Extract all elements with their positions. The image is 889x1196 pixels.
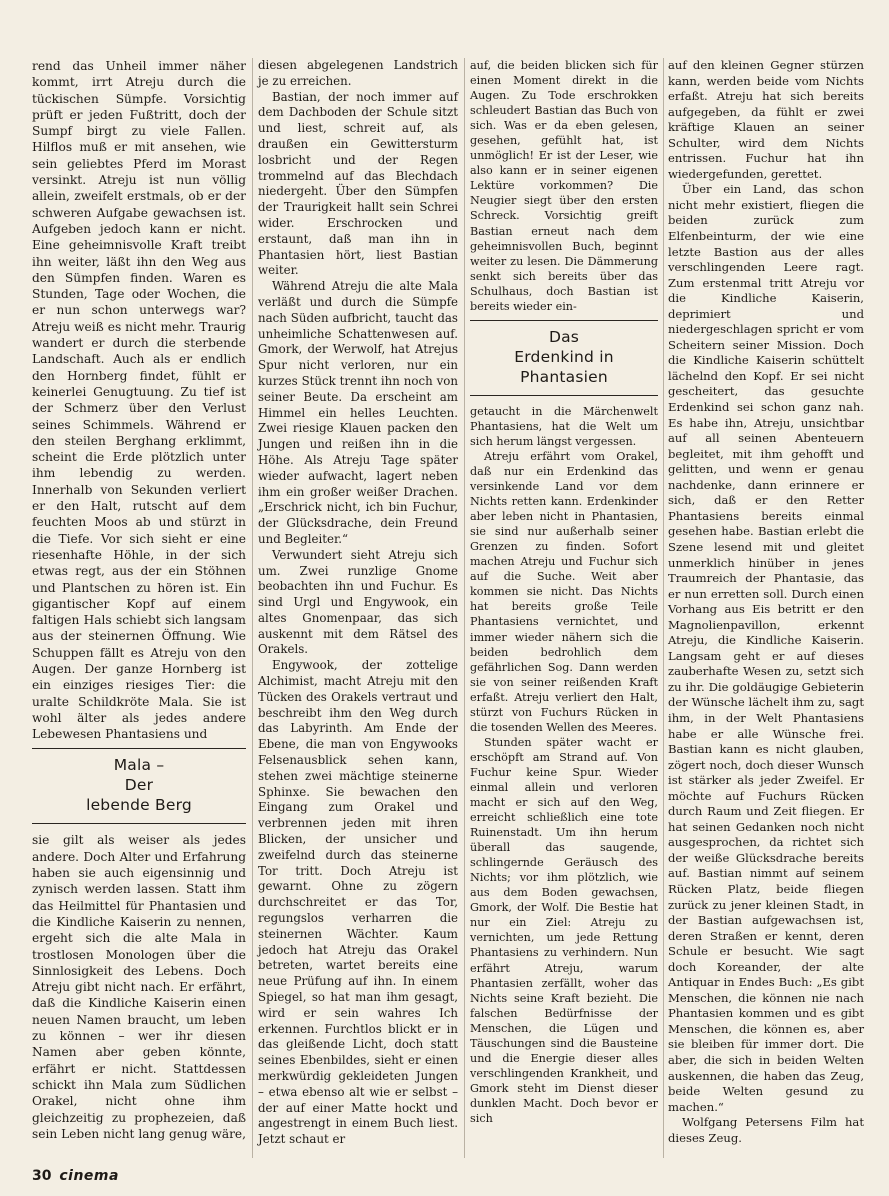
paragraph: Verwundert sieht Atreju sich um. Zwei runzlige Gnome beobachten ihn und Fuchur. Es sind Urgl und Engywook, ein altes Gnomenpaar, das sich auskennt mit dem Rätsel des Orakels. bbox=[258, 547, 458, 657]
subheading-line: Erdenkind in bbox=[514, 347, 614, 366]
page-footer bbox=[32, 1168, 119, 1184]
subheading-box-mala bbox=[32, 748, 246, 824]
paragraph: Während Atreju die alte Mala verläßt und durch die Sümpfe nach Süden aufbricht, taucht das unheimliche Schattenwesen auf. Gmork, der Werwolf, hat Atrejus Spur nicht verloren, nur ein kurzes Stück trennt ihn noch von seiner Beute. Da erscheint am Himmel ein helles Leuchten. Zwei riesige Klauen packen den Jungen und reißen ihn in die Höhe. Als Atreju Tage später wieder aufwacht, lagert neben ihm ein großer weißer Drachen. „Erschrick nicht, ich bin Fuchur, der Glücksdrache, dein Freund und Begleiter.“ bbox=[258, 279, 458, 546]
paragraph: Bastian, der noch immer auf dem Dachboden der Schule sitzt und liest, schreit auf, als draußen ein Gewittersturm losbricht und der Regen trommelnd auf das Blechdach niedergeht. Über den Sümpfen der Traurigkeit hallt sein Schrei wider. Erschrocken und erstaunt, daß man ihn in Phantasien hört, liest Bastian weiter. bbox=[258, 89, 458, 278]
subheading-line: Der bbox=[124, 776, 154, 795]
paragraph: Atreju erfährt vom Orakel, daß nur ein Erdenkind das versinkende Land vor dem Nichts retten kann. Erdenkinder aber leben nicht in Phantasien, sie sind nur außerhalb seiner Grenzen zu finden. Sofort machen Atreju und Fuchur sich auf die Suche. Weit aber kommen sie nicht. Das Nichts hat bereits große Teile Phantasiens vernichtet, und immer wieder nähern sich die beiden bedrohlich dem gefährlichen Sog. Dann werden sie von seiner reißenden Kraft erfaßt. Atreju verliert den Halt, stürzt von Fuchurs Rücken in die tosenden Wellen des Meeres. bbox=[470, 449, 658, 734]
article-column-4 bbox=[668, 58, 864, 1146]
paragraph: auf, die beiden blicken sich für einen Moment direkt in die Augen. Zu Tode erschrokken schleudert Bastian das Buch von sich. Was er da eben gelesen, gesehen, gefühlt hat, ist unmöglich! Er ist der Leser, wie also kann er in seiner eigenen Lektüre vorkommen? Die Neugier siegt über den ersten Schreck. Vorsichtig greift Bastian erneut nach dem geheimnisvollen Buch, beginnt weiter zu lesen. Die Dämmerung senkt sich bereits über das Schulhaus, doch Bastian ist bereits wieder ein- bbox=[470, 59, 658, 313]
paragraph: rend das Unheil immer näher kommt, irrt Atreju durch die tückischen Sümpfe. Vorsichtig prüft er jeden Fußtritt, doch der Sumpf birgt zu viele Fallen. Hilflos muß er mit ansehen, wie sein geliebtes Pferd im Morast versinkt. Atreju ist nun völlig allein, zweifelt erstmals, ob er der schweren Aufgabe gewachsen ist. Aufgeben jedoch kann er nicht. Eine geheimnisvolle Kraft treibt ihn weiter, läßt ihn den Weg aus den Sümpfen finden. Waren es Stunden, Tage oder Wochen, die er nun schon unterwegs war? Atreju weiß es nicht mehr. Traurig wandert er durch die sterbende Landschaft. Auch als er endlich den Hornberg findet, fühlt er keinerlei Genugtuung. Zu tief ist der Schmerz über den Verlust seines Schimmels. Während er den steilen Berghang erklimmt, scheint die Erde plötzlich unter ihm lebendig zu werden. Innerhalb von Sekunden verliert er den Halt, rutscht auf dem feuchten Moos ab und stürzt in die Tiefe. Vor sich sieht er eine riesenhafte Höhle, in der sich etwas regt, aus der ein Stöhnen und Plantschen zu hören ist. Ein gigantischer Kopf auf einem faltigen Hals schiebt sich langsam aus der steinernen Öffnung. Wie Schuppen fällt es Atreju von den Augen. Der ganze Hornberg ist ein einziges riesiges Tier: die uralte Schildkröte Mala. Sie ist wohl älter als jedes andere Lebewesen Phantasiens und bbox=[32, 59, 246, 742]
paragraph: getaucht in die Märchenwelt Phantasiens, hat die Welt um sich herum längst vergessen. bbox=[470, 404, 658, 448]
article-column-3 bbox=[470, 58, 658, 1126]
subheading-line: Phantasien bbox=[520, 367, 608, 386]
subheading-line: Mala – bbox=[113, 756, 165, 775]
column-divider bbox=[252, 58, 253, 1158]
subheading-line: Das bbox=[548, 327, 580, 346]
paragraph: auf den kleinen Gegner stürzen kann, werden beide vom Nichts erfaßt. Atreju hat sich bereits aufgegeben, da fühlt er zwei kräftige Klauen an seiner Schulter, wird dem Nichts entrissen. Fuchur hat ihn wiedergefunden, gerettet. bbox=[668, 58, 864, 181]
paragraph: Wolfgang Petersens Film hat dieses Zeug. bbox=[668, 1115, 864, 1145]
paragraph: diesen abgelegenen Landstrich je zu erreichen. bbox=[258, 58, 458, 88]
page-number: 30 bbox=[32, 1168, 52, 1184]
article-column-2 bbox=[258, 58, 458, 1148]
paragraph: Stunden später wacht er erschöpft am Strand auf. Von Fuchur keine Spur. Wieder einmal allein und verloren macht er sich auf den Weg, erreicht schließlich eine tote Ruinenstadt. Um ihn herum überall das saugende, schlingernde Geräusch des Nichts; vor ihm plötzlich, wie aus dem Boden gewachsen, Gmork, der Wolf. Die Bestie hat nur ein Ziel: Atreju zu vernichten, um jede Rettung Phantasiens zu verhindern. Nun erfährt Atreju, warum Phantasien zerfällt, woher das Nichts seine Kraft bezieht. Die falschen Bedürfnisse der Menschen, die Lügen und Täuschungen sind die Bausteine und die Energie dieser alles verschlingenden Krankheit, und Gmork steht im Dienst dieser dunklen Macht. Doch bevor er sich bbox=[470, 735, 658, 1125]
paragraph: Über ein Land, das schon nicht mehr existiert, fliegen die beiden zurück zum Elfenbeinturm, der wie eine letzte Bastion aus der alles verschlingenden Leere ragt. Zum erstenmal tritt Atreju vor die Kindliche Kaiserin, deprimiert und niedergeschlagen spricht er vom Scheitern seiner Mission. Doch die Kindliche Kaiserin schüttelt lächelnd den Kopf. Er sei nicht gescheitert, das gesuchte Erdenkind sei schon ganz nah. Es habe ihn, Atreju, unsichtbar auf all seinen Abenteuern begleitet, mit ihm gehofft und gelitten, und wenn er genau nachdenke, dann erinnere er sich, daß er den Retter Phantasiens bereits einmal gesehen habe. Bastian erlebt die Szene lesend mit und gleitet unmerklich hinüber in jenes Traumreich der Phantasie, das er nun erretten soll. Durch einen Vorhang aus Eis betritt er den Magnolienpavillon, erkennt Atreju, die Kindliche Kaiserin. Langsam geht er auf dieses zauberhafte Wesen zu, setzt sich zu ihr. Die goldäugige Gebieterin der Wünsche lächelt ihm zu, sagt ihm, in der Welt Phantasiens habe er alle Wünsche frei. Bastian kann es nicht glauben, zögert noch, doch dieser Wunsch ist stärker als jeder Zweifel. Er möchte auf Fuchurs Rücken durch Raum und Zeit fliegen. Er hat seinen Gedanken noch nicht ausgesprochen, da richtet sich der weiße Glücksdrache bereits auf. Bastian nimmt auf seinem Rücken Platz, beide fliegen zurück zu jener kleinen Stadt, in der Bastian aufgewachsen ist, deren Straßen er kennt, deren Schule er besucht. Wie sagt doch Koreander, der alte Antiquar in Endes Buch: „Es gibt Menschen, die können nie nach Phantasien kommen und es gibt Menschen, die können es, aber sie bleiben für immer dort. Die aber, die sich in beiden Welten auskennen, die haben das Zeug, beide Welten gesund zu machen.“ bbox=[668, 182, 864, 1114]
paragraph: sie gilt als weiser als jedes andere. Doch Alter und Erfahrung haben sie auch eigensinnig und zynisch werden lassen. Statt ihm das Heilmittel für Phantasien und die Kindliche Kaiserin zu nennen, ergeht sich die alte Mala in trostlosen Monologen über die Sinnlosigkeit des Lebens. Doch Atreju gibt nicht nach. Er erfährt, daß die Kindliche Kaiserin einen neuen Namen braucht, um leben zu können – wer ihr diesen Namen aber geben könnte, erfährt er nicht. Stattdessen schickt ihn Mala zum Südlichen Orakel, nicht ohne ihm gleichzeitig zu prophezeien, daß sein Leben nicht lang genug wäre, bbox=[32, 833, 247, 1141]
subheading-line: lebende Berg bbox=[86, 796, 192, 815]
article-column-1 bbox=[32, 58, 246, 1142]
subheading-box-erdenkind bbox=[470, 320, 658, 396]
column-divider bbox=[464, 58, 465, 1158]
column-divider bbox=[663, 58, 664, 1158]
magazine-brand: cinema bbox=[59, 1168, 119, 1184]
paragraph: Engywook, der zottelige Alchimist, macht Atreju mit den Tücken des Orakels vertraut und beschreibt ihm den Weg durch das Labyrinth. Am Ende der Ebene, die man von Engywooks Felsenausblick sehen kann, stehen zwei mächtige steinerne Sphinxe. Sie bewachen den Eingang zum Orakel und verbrennen jeden mit ihren Blicken, der unsicher und zweifelnd durch das steinerne Tor tritt. Doch Atreju ist gewarnt. Ohne zu zögern durchschreitet er das Tor, regungslos verharren die steinernen Wächter. Kaum jedoch hat Atreju das Orakel betreten, wartet bereits eine neue Prüfung auf ihn. In einem Spiegel, so hat man ihm gesagt, wird er sein wahres Ich erkennen. Furchtlos blickt er in das gleißende Licht, doch statt seines Ebenbildes, sieht er einen merkwürdig gekleideten Jungen – etwa ebenso alt wie er selbst – der auf einer Matte hockt und angestrengt in einem Buch liest. Jetzt schaut er bbox=[258, 658, 458, 1147]
